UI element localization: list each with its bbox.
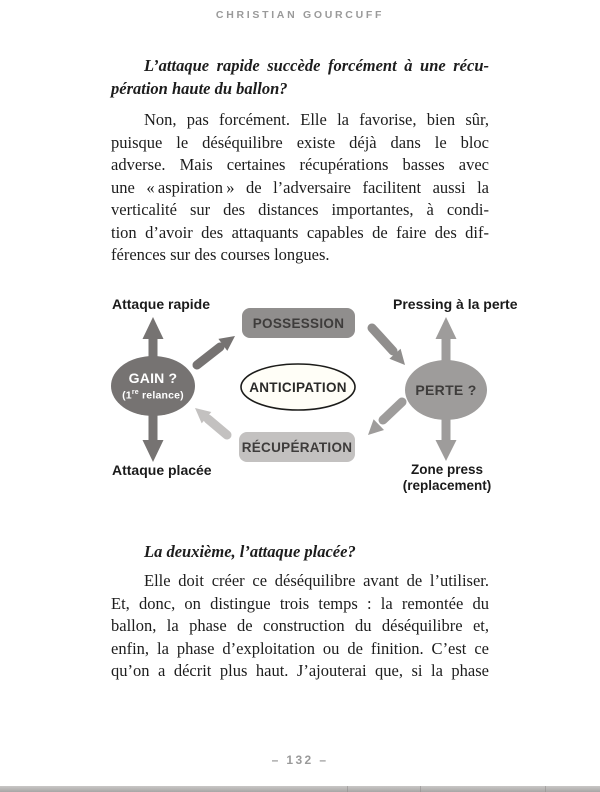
page-stack-edge — [0, 786, 600, 792]
text-line: La deuxième, l’attaque placée? — [144, 542, 356, 561]
page-edge-tick — [420, 786, 421, 792]
arrow-up-pressing — [436, 317, 457, 365]
text-line: Elle doit créer ce déséquilibre avant de l’utiliser. — [144, 571, 489, 590]
question-heading-1 — [111, 55, 489, 100]
text-line: L’attaque rapide succède forcément à une récu- — [144, 56, 489, 75]
page-edge-tick — [545, 786, 546, 792]
text-line: ballon, la phase de construction du déséquilibre et, — [111, 616, 489, 635]
text-line: qu’on a décrit plus haut. J’ajouterai que, si la phase — [111, 661, 489, 680]
page-number: – 132 – — [271, 753, 329, 767]
text-line: puisque le déséquilibre existe déjà dans le bloc — [111, 132, 489, 152]
text-line: pération haute du ballon? — [111, 78, 288, 98]
label-zone-press — [385, 462, 509, 493]
possession-label: POSSESSION — [252, 315, 345, 331]
label-zone-press-line2: (replacement) — [402, 477, 492, 493]
text-line: verticalité sur des distances importantes, à condi- — [111, 200, 489, 219]
label-attaque-placee: Attaque placée — [112, 462, 212, 478]
edge-gain-possession-shaft — [197, 347, 220, 365]
gain-label — [109, 368, 197, 404]
question-heading-2 — [111, 541, 489, 564]
gain-title: GAIN ? — [128, 369, 178, 386]
text-line: férences sur des courses longues. — [111, 245, 330, 264]
text-line: Non, pas forcément. Elle la favorise, bien sûr, — [144, 110, 489, 129]
edge-recuperation-gain-shaft — [208, 419, 227, 435]
gain-subtitle-pre: (1 — [122, 389, 132, 402]
label-zone-press-line1: Zone press — [410, 462, 484, 477]
gain-subtitle-sup: re — [131, 388, 139, 396]
gain-subtitle-post: relance) — [138, 389, 184, 402]
text-line: enfin, la phase d’exploitation ou de finition. C’est ce — [111, 638, 489, 658]
recuperation-label: RÉCUPÉRATION — [241, 439, 353, 455]
label-attaque-rapide: Attaque rapide — [112, 296, 211, 312]
tactics-flow-diagram — [0, 293, 600, 503]
body-paragraph-1 — [111, 109, 489, 267]
running-head: CHRISTIAN GOURCUFF — [215, 9, 385, 21]
arrow-down-zone-press — [436, 413, 457, 461]
body-paragraph-2 — [111, 570, 489, 683]
anticipation-label: ANTICIPATION — [249, 379, 347, 395]
text-line: Et, donc, on distingue trois temps : la remontée du — [111, 593, 489, 613]
label-pressing-a-la-perte: Pressing à la perte — [393, 296, 518, 312]
edge-possession-perte-shaft — [372, 328, 393, 351]
text-line: tion d’avoir des attaquants capables de faire des dif- — [111, 222, 489, 242]
edge-perte-recuperation-shaft — [383, 402, 402, 420]
page-edge-tick — [347, 786, 348, 792]
text-line: une « aspiration » de l’adversaire facilitent aussi la — [111, 177, 489, 197]
perte-label: PERTE ? — [415, 382, 477, 398]
gain-subtitle — [122, 386, 184, 403]
text-line: adverse. Mais certaines récupérations basses avec — [111, 155, 489, 174]
arrow-down-attaque-placee — [143, 408, 164, 462]
